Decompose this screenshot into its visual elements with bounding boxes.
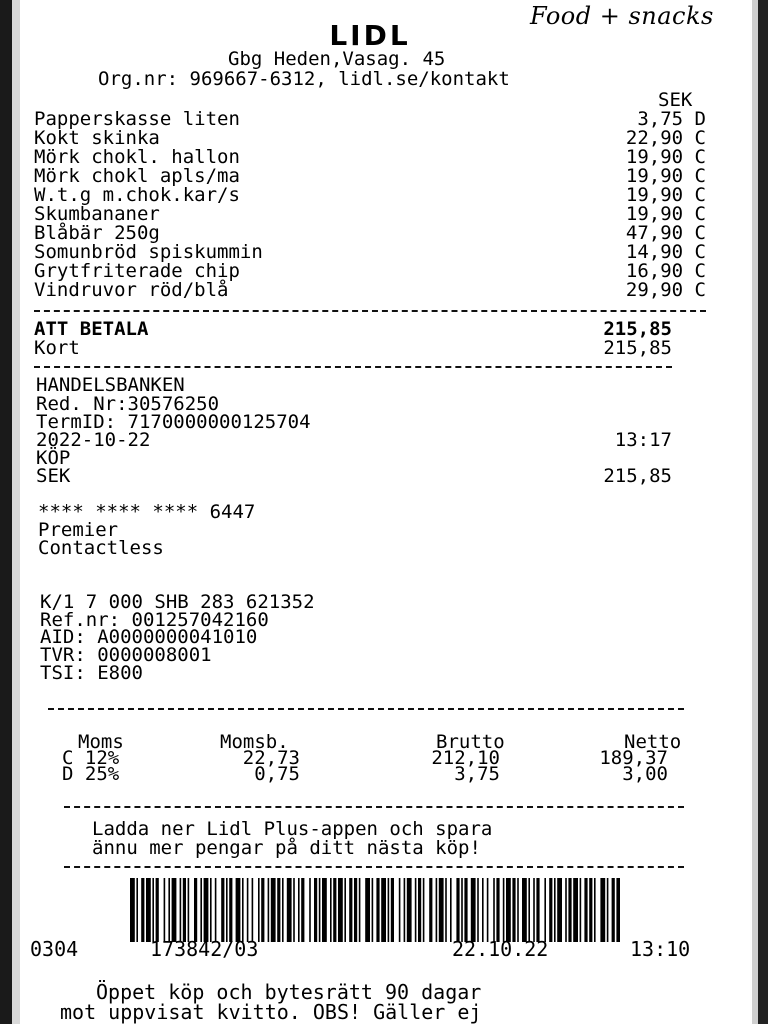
barcode-bar (221, 878, 224, 942)
barcode-bar (141, 878, 144, 942)
barcode-bar (493, 878, 495, 942)
barcode-bar (456, 878, 459, 942)
barcode-bar (616, 878, 620, 942)
barcode-bar (298, 878, 300, 942)
item-price: 19,90 C (625, 165, 706, 187)
barcode-bar (359, 878, 361, 942)
barcode-bar (496, 878, 499, 942)
barcode-bar (381, 878, 386, 942)
barcode-bar (584, 878, 587, 942)
vat-cell: 212,10 (431, 747, 500, 769)
barcode-bar (322, 878, 327, 942)
barcode-bar (164, 878, 166, 942)
item-name: Vindruvor röd/blå (34, 279, 229, 301)
barcode-bar (319, 878, 321, 942)
barcode-bar (503, 878, 505, 942)
barcode-bar (600, 878, 605, 942)
item-price: 19,90 C (625, 203, 706, 225)
vat-header: Netto (624, 731, 682, 753)
barcode-bar (418, 878, 421, 942)
item-price: 3,75 D (637, 108, 706, 130)
barcode-bar (268, 878, 270, 942)
card-type: Premier (38, 519, 119, 541)
total-label: ATT BETALA (34, 318, 149, 340)
item-name: Skumbananer (34, 203, 160, 225)
barcode-bar (388, 878, 390, 942)
barcode-bar (301, 878, 304, 942)
barcode-bar (226, 878, 228, 942)
receipt-id: 173842/03 (150, 937, 259, 961)
barcode-bar (261, 878, 264, 942)
card-number: **** **** **** 6447 (38, 501, 256, 523)
barcode-bar (399, 878, 401, 942)
item-price: 29,90 C (625, 279, 706, 301)
barcode-bar (130, 878, 135, 942)
bank-name: HANDELSBANKEN (36, 374, 185, 396)
item-name: Blåbär 250g (34, 222, 160, 244)
barcode-bar (252, 878, 254, 942)
barcode-bar (365, 878, 370, 942)
barcode-bar (180, 878, 182, 942)
barcode-bar (344, 878, 346, 942)
item-name: Kokt skinka (34, 127, 160, 149)
vat-cell: 3,75 (454, 763, 500, 785)
barcode-bar (554, 878, 556, 942)
barcode-bar (372, 878, 374, 942)
payment-date: 2022-10-22 (36, 429, 151, 451)
barcode-bar (544, 878, 546, 942)
k-line: K/1 7 000 SHB 283 621352 (40, 591, 315, 613)
barcode-bar (557, 878, 562, 942)
barcode-bar (314, 878, 317, 942)
divider (34, 310, 706, 312)
item-name: Mörk chokl. hallon (34, 146, 240, 168)
item-price: 19,90 C (625, 184, 706, 206)
item-name: Papperskasse liten (34, 108, 240, 130)
sek-value: 215,85 (603, 465, 672, 487)
footer-time: 13:10 (630, 937, 691, 961)
red-nr: Red. Nr:30576250 (36, 393, 220, 415)
footer-date: 22.10.22 (452, 937, 549, 961)
ref-nr: Ref.nr: 001257042160 (40, 609, 269, 631)
divider (64, 866, 684, 868)
barcode-bar (549, 878, 552, 942)
barcode-bar (204, 878, 209, 942)
item-price: 16,90 C (625, 260, 706, 282)
item-price: 14,90 C (625, 241, 706, 263)
term-id: TermID: 7170000000125704 (36, 411, 311, 433)
vat-header: Moms (78, 731, 124, 753)
receipt-edge-left (12, 0, 20, 1024)
barcode-bar (136, 878, 138, 942)
payment-time: 13:17 (614, 429, 672, 451)
vat-cell: 189,37 (599, 747, 668, 769)
barcode-bar (429, 878, 432, 942)
barcode-bar (522, 878, 527, 942)
divider (34, 366, 672, 368)
vat-cell: 22,73 (242, 747, 300, 769)
barcode-bar (573, 878, 578, 942)
barcode-bar (464, 878, 467, 942)
barcode-bar (242, 878, 244, 942)
org-line: Org.nr: 969667-6312, lidl.se/kontakt (98, 68, 510, 90)
barcode-bar (287, 878, 292, 942)
barcode-bar (506, 878, 511, 942)
barcode-bar (293, 878, 295, 942)
barcode-bar (487, 878, 489, 942)
kort-value: 215,85 (603, 337, 672, 359)
barcode-bar (188, 878, 190, 942)
barcode-bar (146, 878, 151, 942)
barcode-bar (533, 878, 535, 942)
barcode-bar (404, 878, 406, 942)
footer-line-2: mot uppvisat kvitto. OBS! Gäller ej (60, 1000, 482, 1024)
receipt-shadow-right (758, 0, 768, 1024)
vat-cell: 0,75 (254, 763, 300, 785)
barcode-bar (229, 878, 232, 942)
barcode-bar (482, 878, 484, 942)
item-price: 22,90 C (625, 127, 706, 149)
item-name: Somunbröd spiskummin (34, 241, 263, 263)
barcode-bar (277, 878, 280, 942)
barcode-bar (436, 878, 438, 942)
divider (48, 708, 684, 710)
store-address: Gbg Heden,Vasag. 45 (228, 48, 446, 70)
barcode-bar (215, 878, 217, 942)
barcode-bar (349, 878, 352, 942)
vat-header: Momsb. (220, 731, 289, 753)
receipt-edge-right (752, 0, 758, 1024)
barcode-bar (512, 878, 515, 942)
barcode-bar (439, 878, 444, 942)
barcode-bar (156, 878, 159, 942)
barcode-bar (258, 878, 260, 942)
barcode-bar (338, 878, 343, 942)
footer-line-1: Öppet köp och bytesrätt 90 dagar (96, 980, 482, 1004)
vat-cell: C 12% (62, 747, 120, 769)
barcode-bar (210, 878, 212, 942)
item-name: Mörk chokl apls/ma (34, 165, 240, 187)
barcode-bar (183, 878, 186, 942)
barcode-bar (589, 878, 592, 942)
barcode-bar (247, 878, 249, 942)
barcode-bar (471, 878, 476, 942)
barcode-bar (391, 878, 394, 942)
receipt-shadow-left (0, 0, 12, 1024)
store-code: 0304 (30, 937, 79, 961)
barcode-bar (477, 878, 479, 942)
item-price: 19,90 C (625, 146, 706, 168)
barcode-bar (450, 878, 452, 942)
barcode-bar (354, 878, 357, 942)
payment-mode: Contactless (38, 537, 164, 559)
divider (64, 806, 684, 808)
barcode-bar (407, 878, 412, 942)
barcode-bar (236, 878, 241, 942)
kort-label: Kort (34, 337, 80, 359)
item-name: W.t.g m.chok.kar/s (34, 184, 240, 206)
barcode-bar (536, 878, 539, 942)
vat-cell: 3,00 (622, 763, 668, 785)
barcode-bar (172, 878, 177, 942)
barcode-bar (376, 878, 379, 942)
barcode-bar (415, 878, 417, 942)
item-price: 47,90 C (625, 222, 706, 244)
barcode (130, 878, 620, 942)
currency-header: SEK (658, 89, 693, 111)
barcode-bar (568, 878, 571, 942)
promo-line-1: Ladda ner Lidl Plus-appen och spara (92, 818, 493, 840)
barcode-bar (333, 878, 336, 942)
barcode-bar (594, 878, 596, 942)
tsi: TSI: E800 (40, 662, 143, 684)
barcode-bar (282, 878, 284, 942)
barcode-bar (565, 878, 567, 942)
kop-label: KÖP (36, 447, 71, 469)
aid: AID: A0000000041010 (40, 626, 258, 648)
barcode-bar (168, 878, 170, 942)
barcode-bar (528, 878, 530, 942)
barcode-bar (194, 878, 197, 942)
barcode-bar (461, 878, 463, 942)
sek-label: SEK (36, 465, 71, 487)
vat-header: Brutto (436, 731, 505, 753)
lidl-logo: LIDL (329, 18, 411, 52)
handwritten-note: Food + snacks (530, 2, 714, 30)
barcode-bar (517, 878, 519, 942)
tvr: TVR: 0000008001 (40, 644, 212, 666)
vat-cell: D 25% (62, 763, 120, 785)
barcode-bar (330, 878, 332, 942)
barcode-bar (309, 878, 311, 942)
promo-line-2: ännu mer pengar på ditt nästa köp! (92, 837, 481, 859)
total-value: 215,85 (603, 318, 672, 340)
item-name: Grytfriterade chip (34, 260, 240, 282)
barcode-bar (423, 878, 425, 942)
barcode-bar (607, 878, 609, 942)
barcode-bar (580, 878, 582, 942)
barcode-bar (152, 878, 154, 942)
barcode-bar (445, 878, 447, 942)
barcode-bar (200, 878, 202, 942)
barcode-bar (612, 878, 615, 942)
barcode-bar (271, 878, 276, 942)
